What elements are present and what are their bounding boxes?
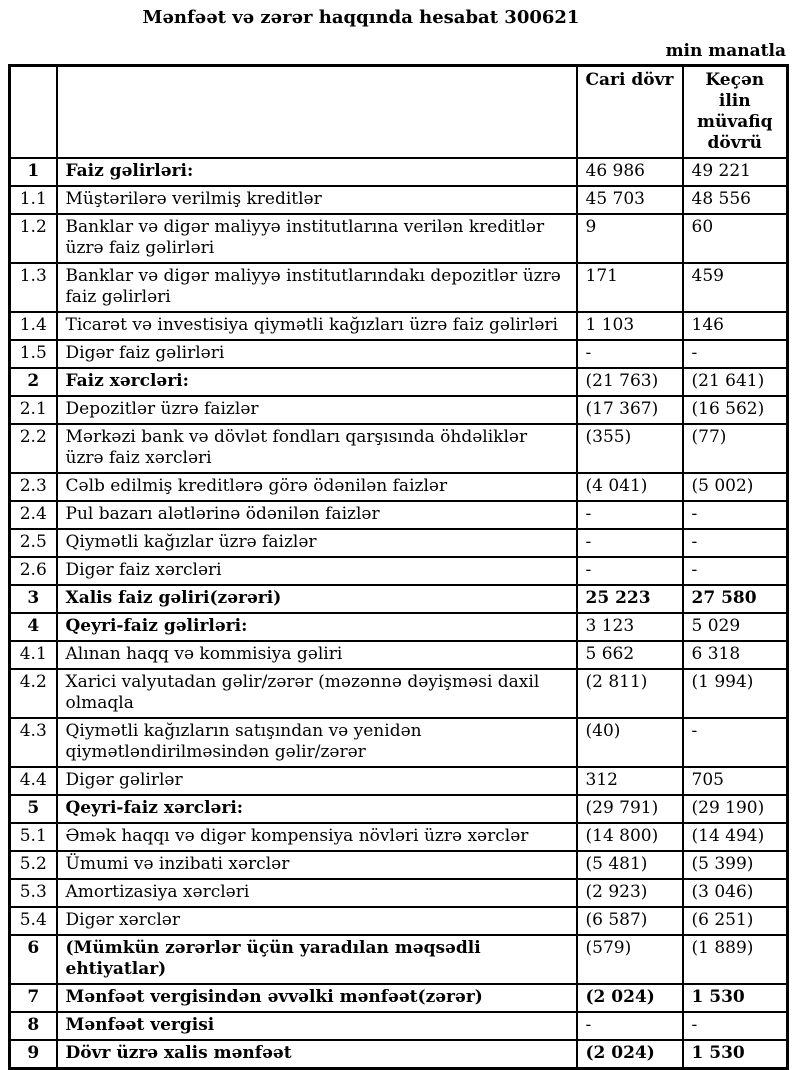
current-period-value: (14 800) — [577, 823, 683, 851]
current-period-value: (6 587) — [577, 907, 683, 935]
previous-period-value: 459 — [683, 263, 788, 312]
previous-period-value: (6 251) — [683, 907, 788, 935]
row-label: Qiymətli kağızların satışından və yenidən qiymətləndirilməsindən gəlir/zərər — [57, 718, 577, 767]
previous-period-value: 6 318 — [683, 641, 788, 669]
table-row — [10, 340, 788, 368]
previous-period-value: - — [683, 718, 788, 767]
current-period-value: (2 024) — [577, 1040, 683, 1069]
row-label: Müştərilərə verilmiş kreditlər — [57, 186, 577, 214]
current-period-value: (4 041) — [577, 473, 683, 501]
table-row — [10, 501, 788, 529]
current-period-value: - — [577, 1012, 683, 1040]
row-number: 1.3 — [10, 263, 57, 312]
current-period-value: 312 — [577, 767, 683, 795]
row-number: 2 — [10, 368, 57, 396]
previous-period-value: (21 641) — [683, 368, 788, 396]
row-number: 1.5 — [10, 340, 57, 368]
table-row — [10, 368, 788, 396]
row-label: Depozitlər üzrə faizlər — [57, 396, 577, 424]
current-period-value: 1 103 — [577, 312, 683, 340]
row-label: Alınan haqq və kommisiya gəliri — [57, 641, 577, 669]
row-label: Qiymətli kağızlar üzrə faizlər — [57, 529, 577, 557]
row-label: Faiz gəlirləri: — [57, 158, 577, 186]
row-number: 6 — [10, 935, 57, 984]
current-period-value: (5 481) — [577, 851, 683, 879]
row-number: 1.1 — [10, 186, 57, 214]
row-number: 2.6 — [10, 557, 57, 585]
table-row — [10, 473, 788, 501]
previous-period-value: 60 — [683, 214, 788, 263]
previous-period-value: (29 190) — [683, 795, 788, 823]
table-row — [10, 158, 788, 186]
row-number: 5.1 — [10, 823, 57, 851]
row-number: 5.2 — [10, 851, 57, 879]
previous-period-value: 49 221 — [683, 158, 788, 186]
previous-period-value: (14 494) — [683, 823, 788, 851]
current-period-value: (2 024) — [577, 984, 683, 1012]
current-period-value: 45 703 — [577, 186, 683, 214]
row-label: Xarici valyutadan gəlir/zərər (məzənnə dəyişməsi daxil olmaqla — [57, 669, 577, 718]
row-label: Qeyri-faiz xərcləri: — [57, 795, 577, 823]
table-row — [10, 851, 788, 879]
row-label: Xalis faiz gəliri(zərəri) — [57, 585, 577, 613]
previous-period-value: (5 002) — [683, 473, 788, 501]
table-row — [10, 879, 788, 907]
table-row — [10, 641, 788, 669]
table-row — [10, 529, 788, 557]
previous-period-value: - — [683, 557, 788, 585]
row-label: Mənfəət vergisi — [57, 1012, 577, 1040]
row-label: Qeyri-faiz gəlirləri: — [57, 613, 577, 641]
table-row — [10, 718, 788, 767]
table-row — [10, 795, 788, 823]
row-number: 2.5 — [10, 529, 57, 557]
current-period-value: (21 763) — [577, 368, 683, 396]
previous-period-value: 705 — [683, 767, 788, 795]
unit-note: min manatla — [665, 41, 786, 61]
row-number: 4 — [10, 613, 57, 641]
row-number: 5 — [10, 795, 57, 823]
current-period-value: (29 791) — [577, 795, 683, 823]
current-period-value: 9 — [577, 214, 683, 263]
row-number: 2.1 — [10, 396, 57, 424]
row-label: Cəlb edilmiş kreditlərə görə ödənilən faizlər — [57, 473, 577, 501]
table-row — [10, 557, 788, 585]
current-period-value: - — [577, 501, 683, 529]
row-number: 4.2 — [10, 669, 57, 718]
table-row — [10, 823, 788, 851]
current-period-value: - — [577, 529, 683, 557]
table-row — [10, 984, 788, 1012]
previous-period-value: 5 029 — [683, 613, 788, 641]
current-period-value: (579) — [577, 935, 683, 984]
row-number: 5.3 — [10, 879, 57, 907]
table-header — [10, 66, 788, 159]
row-number: 5.4 — [10, 907, 57, 935]
table-row — [10, 935, 788, 984]
row-number: 2.2 — [10, 424, 57, 473]
row-number: 7 — [10, 984, 57, 1012]
previous-period-value: 48 556 — [683, 186, 788, 214]
current-period-value: 5 662 — [577, 641, 683, 669]
current-period-value: (17 367) — [577, 396, 683, 424]
row-label: Ümumi və inzibati xərclər — [57, 851, 577, 879]
current-period-value: 46 986 — [577, 158, 683, 186]
table-row — [10, 767, 788, 795]
row-number: 4.1 — [10, 641, 57, 669]
column-header-current-period: Cari dövr — [577, 66, 683, 159]
table-row — [10, 214, 788, 263]
previous-period-value: 27 580 — [683, 585, 788, 613]
column-header-description — [57, 66, 577, 159]
row-number: 4.4 — [10, 767, 57, 795]
row-label: Əmək haqqı və digər kompensiya növləri üzrə xərclər — [57, 823, 577, 851]
previous-period-value: - — [683, 1012, 788, 1040]
table-row — [10, 1040, 788, 1069]
row-label: (Mümkün zərərlər üçün yaradılan məqsədli ehtiyatlar) — [57, 935, 577, 984]
previous-period-value: 1 530 — [683, 984, 788, 1012]
previous-period-value: - — [683, 529, 788, 557]
previous-period-value: 146 — [683, 312, 788, 340]
table-row — [10, 1012, 788, 1040]
row-label: Digər faiz gəlirləri — [57, 340, 577, 368]
page-title: Mənfəət və zərər haqqında hesabat 300621 — [142, 7, 580, 28]
row-label: Mərkəzi bank və dövlət fondları qarşısında öhdəliklər üzrə faiz xərcləri — [57, 424, 577, 473]
row-label: Amortizasiya xərcləri — [57, 879, 577, 907]
current-period-value: (2 811) — [577, 669, 683, 718]
table-row — [10, 424, 788, 473]
current-period-value: (355) — [577, 424, 683, 473]
row-label: Ticarət və investisiya qiymətli kağızları üzrə faiz gəlirləri — [57, 312, 577, 340]
report-page — [0, 7, 800, 1070]
table-row — [10, 907, 788, 935]
row-label: Dövr üzrə xalis mənfəət — [57, 1040, 577, 1069]
profit-loss-table — [8, 64, 789, 1070]
pl-table-body — [10, 158, 788, 1069]
row-number: 1.2 — [10, 214, 57, 263]
row-number: 3 — [10, 585, 57, 613]
previous-period-value: (16 562) — [683, 396, 788, 424]
current-period-value: (40) — [577, 718, 683, 767]
column-header-previous-period: Keçən ilin müvafiq dövrü — [683, 66, 788, 159]
row-label: Faiz xərcləri: — [57, 368, 577, 396]
row-label: Digər faiz xərcləri — [57, 557, 577, 585]
row-label: Banklar və digər maliyyə institutlarındakı depozitlər üzrə faiz gəlirləri — [57, 263, 577, 312]
current-period-value: 171 — [577, 263, 683, 312]
previous-period-value: (1 889) — [683, 935, 788, 984]
row-label: Pul bazarı alətlərinə ödənilən faizlər — [57, 501, 577, 529]
previous-period-value: 1 530 — [683, 1040, 788, 1069]
table-row — [10, 585, 788, 613]
current-period-value: 25 223 — [577, 585, 683, 613]
row-label: Digər xərclər — [57, 907, 577, 935]
current-period-value: - — [577, 557, 683, 585]
previous-period-value: - — [683, 501, 788, 529]
row-label: Digər gəlirlər — [57, 767, 577, 795]
previous-period-value: - — [683, 340, 788, 368]
current-period-value: (2 923) — [577, 879, 683, 907]
current-period-value: - — [577, 340, 683, 368]
row-number: 1 — [10, 158, 57, 186]
previous-period-value: (3 046) — [683, 879, 788, 907]
table-row — [10, 669, 788, 718]
table-row — [10, 312, 788, 340]
table-row — [10, 186, 788, 214]
row-label: Mənfəət vergisindən əvvəlki mənfəət(zərər) — [57, 984, 577, 1012]
row-label: Banklar və digər maliyyə institutlarına verilən kreditlər üzrə faiz gəlirləri — [57, 214, 577, 263]
row-number: 2.3 — [10, 473, 57, 501]
previous-period-value: (5 399) — [683, 851, 788, 879]
row-number: 9 — [10, 1040, 57, 1069]
row-number: 8 — [10, 1012, 57, 1040]
row-number: 4.3 — [10, 718, 57, 767]
previous-period-value: (1 994) — [683, 669, 788, 718]
header-row — [10, 66, 788, 159]
row-number: 1.4 — [10, 312, 57, 340]
column-header-row-number — [10, 66, 57, 159]
table-row — [10, 613, 788, 641]
previous-period-value: (77) — [683, 424, 788, 473]
row-number: 2.4 — [10, 501, 57, 529]
current-period-value: 3 123 — [577, 613, 683, 641]
table-row — [10, 396, 788, 424]
table-row — [10, 263, 788, 312]
